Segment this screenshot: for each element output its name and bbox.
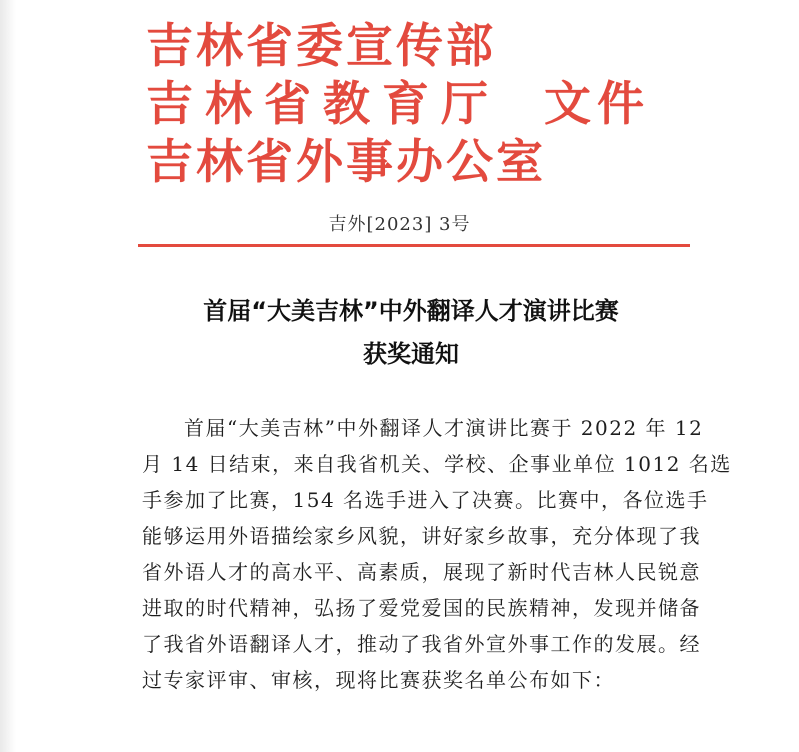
body-paragraph — [142, 410, 732, 698]
title-line-2: 获奖通知 — [363, 340, 459, 368]
document-title — [140, 290, 682, 376]
body-line: 首届“大美吉林”中外翻译人才演讲比赛于 2022 年 12 — [184, 416, 704, 440]
issuer-propaganda-dept: 吉林省委宣传部 — [146, 19, 496, 74]
title-line-1: 首届“大美吉林”中外翻译人才演讲比赛 — [203, 297, 619, 325]
issuer-foreign-affairs-office: 吉林省外事办公室 — [146, 135, 546, 190]
page-edge-shadow — [0, 0, 16, 752]
body-line: 手参加了比赛，154 名选手进入了决赛。比赛中，各位选手 — [142, 488, 709, 512]
body-line: 能够运用外语描绘家乡风貌，讲好家乡故事，充分体现了我 — [142, 524, 701, 548]
body-line: 进取的时代精神，弘扬了爱党爱国的民族精神，发现并储备 — [142, 596, 701, 620]
body-line: 省外语人才的高水平、高素质，展现了新时代吉林人民锐意 — [142, 560, 701, 584]
issuer-block — [146, 18, 546, 192]
body-line: 了我省外语翻译人才，推动了我省外宣外事工作的发展。经 — [142, 632, 701, 656]
header-divider — [138, 244, 690, 247]
document-type-label: 文件 — [544, 77, 650, 132]
body-line: 月 14 日结束，来自我省机关、学校、企事业单位 1012 名选 — [142, 452, 732, 476]
body-line: 过专家评审、审核，现将比赛获奖名单公布如下： — [142, 668, 615, 692]
issuer-education-dept: 吉林省教育厅 — [146, 77, 500, 132]
document-number: 吉外[2023] 3号 — [328, 214, 471, 235]
